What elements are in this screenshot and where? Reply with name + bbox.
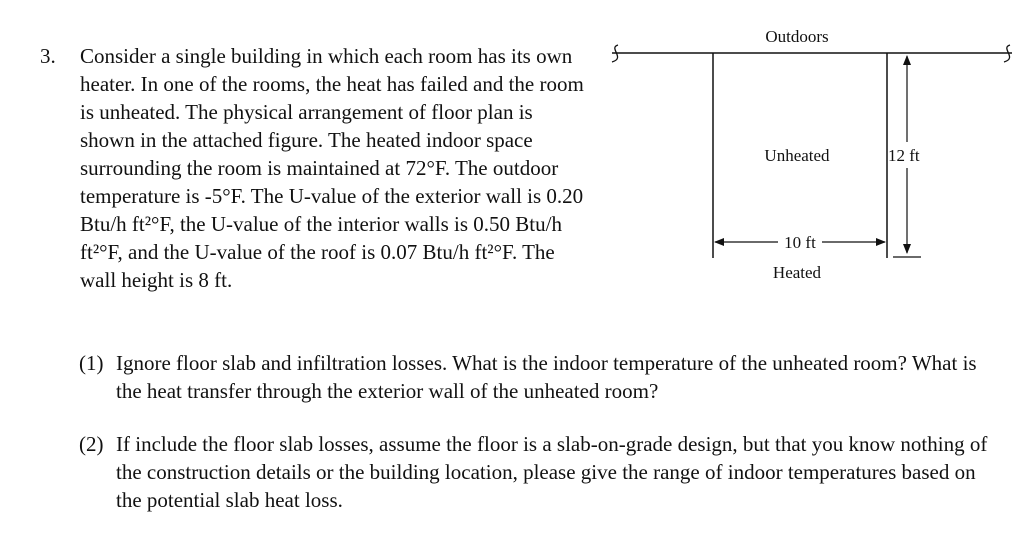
question-2-text: If include the floor slab losses, assume the floor is a slab-on-grade design, but that you know nothing of the construction details or the building location, please give the range of indoor temperatures based on the potential slab heat loss. <box>116 432 988 512</box>
depth-dimension-label: 12 ft <box>888 146 920 165</box>
outdoors-label: Outdoors <box>765 27 829 46</box>
question-1-text: Ignore floor slab and infiltration losses. What is the indoor temperature of the unheated room? What is the heat transfer through the exterior wall of the unheated room? <box>116 351 977 403</box>
problem-number: 3. <box>40 44 56 68</box>
question-2-label: (2) <box>79 432 104 456</box>
unheated-label: Unheated <box>764 146 830 165</box>
floor-plan-figure <box>600 20 1024 290</box>
floor-plan-svg <box>600 20 1024 290</box>
question-1-label: (1) <box>79 351 104 375</box>
question-1 <box>79 349 999 405</box>
width-dimension-label: 10 ft <box>784 233 816 252</box>
problem-statement <box>80 42 585 294</box>
heated-label: Heated <box>772 263 822 282</box>
problem-text: Consider a single building in which each room has its own heater. In one of the rooms, the heat has failed and the room is unheated. The physical arrangement of floor plan is shown in the attached figure. The heated indoor space surrounding the room is maintained at 72°F. The outdoor temperature is -5°F. The U-value of the exterior wall is 0.20 Btu/h ft²°F, the U-value of the interior walls is 0.50 Btu/h ft²°F, and the U-value of the roof is 0.07 Btu/h ft²°F. The wall height is 8 ft. <box>80 44 584 292</box>
question-2 <box>79 430 999 514</box>
